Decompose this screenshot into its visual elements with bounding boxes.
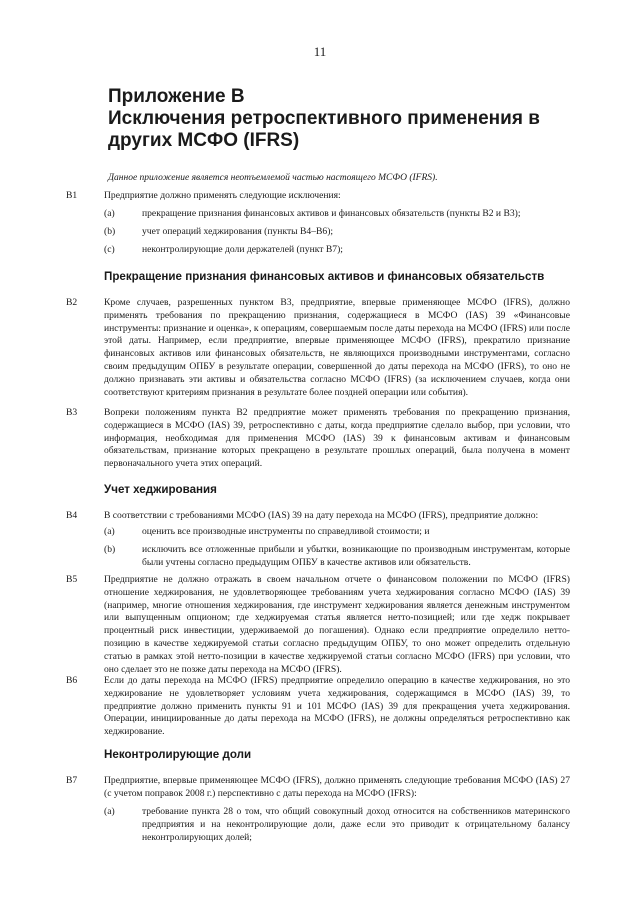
- list-item-label: (a): [104, 208, 115, 219]
- page-number: 11: [313, 44, 327, 59]
- intro-note: Данное приложение является неотъемлемой частью настоящего МСФО (IFRS).: [108, 173, 438, 183]
- list-item-label: (c): [104, 244, 115, 255]
- title-line-3: других МСФО (IFRS): [108, 130, 300, 151]
- paragraph-text: Предприятие должно применять следующие исключения:: [104, 190, 341, 201]
- title-line-1: Приложение В: [108, 86, 245, 107]
- paragraph-text: Предприятие не должно отражать в своем начальном отчете о финансовом положении по МСФО (IFRS) отношение хеджирования, не удовлетворяющее требованиям учета хеджирования согласно МСФО (IAS) 39 (например, многие отношения хеджирования, где инструмент хеджирования является денежным инструментом или выпущенным опционом; где хеджируемая статья является нетто-позицией; или где хедж покрывает процентный риск инвестиции, удерживаемой до погашения). Однако если предприятие определило нетто-позицию в качестве хеджируемой статьи согласно предыдущим ОПБУ, то оно может определить отдельную статью в рамках этой нетто-позиции в качестве хеджируемой статьи согласно МСФО (IFRS) при условии, что оно сделает это не позже даты перехода на МСФО (IFRS).: [104, 574, 570, 675]
- paragraph-id: B5: [66, 574, 78, 585]
- paragraph-text: Кроме случаев, разрешенных пунктом В3, предприятие, впервые применяющее МСФО (IFRS), должно применять требования по прекращению признания, содержащиеся в МСФО (IAS) 39 «Финансовые инструменты: признание и оценка», к операциям, совершаемым после даты перехода на МСФО (IFRS) или после этой даты. Например, если предприятие, впервые применяющее МСФО (IFRS), прекратило признание финансовых активов или финансовых обязательств, не являющихся производными инструментами, согласно своим предыдущим ОПБУ в результате операции, совершенной до даты перехода на МСФО (IFRS), то оно не должно признавать эти активы и обязательства согласно МСФО (IFRS) (за исключением случаев, когда они соответствуют критериям признания в результате более поздней операции или события).: [104, 297, 570, 398]
- list-item-text: оценить все производные инструменты по справедливой стоимости; и: [142, 526, 430, 537]
- appendix-title: [108, 86, 578, 152]
- list-item-label: (a): [104, 526, 115, 537]
- list-item-text: требование пункта 28 о том, что общий совокупный доход относится на собственников материнского предприятия и на неконтролирующие доли, даже если это приводит к отрицательному балансу неконтролирующих долей;: [142, 806, 570, 843]
- list-item-label: (b): [104, 544, 116, 555]
- title-line-2: Исключения ретроспективного применения в: [108, 108, 540, 129]
- section-heading: Учет хеджирования: [104, 483, 217, 496]
- paragraph-id: B1: [66, 190, 78, 201]
- paragraph-text: В соответствии с требованиями МСФО (IAS) 39 на дату перехода на МСФО (IFRS), предприятие должно:: [104, 510, 539, 521]
- paragraph-id: B3: [66, 407, 78, 418]
- list-item-text: неконтролирующие доли держателей (пункт В7);: [142, 244, 343, 255]
- paragraph-text: Вопреки положениям пункта В2 предприятие может применять требования по прекращению признания, содержащиеся в МСФО (IAS) 39, ретроспективно с даты, когда предприятие сделало выбор, при условии, что информация, необходимая для применения МСФО (IAS) 39 к финансовым активам и финансовым обязательствам, признание которых прекращено в результате прошлых операций, была получена в момент первоначального учета этих операций.: [104, 407, 570, 470]
- paragraph-id: B4: [66, 510, 78, 521]
- list-item-label: (b): [104, 226, 116, 237]
- list-item-text: исключить все отложенные прибыли и убытки, возникающие по производным инструментам, которые были учтены согласно предыдущим ОПБУ в качестве активов или обязательств.: [142, 544, 570, 568]
- list-item-label: (a): [104, 806, 115, 817]
- list-item-text: прекращение признания финансовых активов и финансовых обязательств (пункты В2 и В3);: [142, 208, 521, 219]
- paragraph-text: Если до даты перехода на МСФО (IFRS) предприятие определило операцию в качестве хеджирования, но это хеджирование не удовлетворяет условиям учета хеджирования, содержащимся в МСФО (IAS) 39, то предприятие должно применить пункты 91 и 101 МСФО (IAS) 39 для прекращения учета хеджирования. Операции, инициированные до даты перехода на МСФО (IFRS), не должны определяться ретроспективно как хеджирование.: [104, 675, 570, 738]
- list-item-text: учет операций хеджирования (пункты В4–В6);: [142, 226, 334, 237]
- paragraph-id: B6: [66, 675, 78, 686]
- paragraph-text: Предприятие, впервые применяющее МСФО (IFRS), должно применять следующие требования МСФО (IAS) 27 (с учетом поправок 2008 г.) перспективно с даты перехода на МСФО (IFRS):: [104, 775, 570, 799]
- section-heading: Неконтролирующие доли: [104, 748, 252, 761]
- paragraph-id: B7: [66, 775, 78, 786]
- paragraph-id: B2: [66, 297, 78, 308]
- section-heading: Прекращение признания финансовых активов и финансовых обязательств: [104, 270, 545, 283]
